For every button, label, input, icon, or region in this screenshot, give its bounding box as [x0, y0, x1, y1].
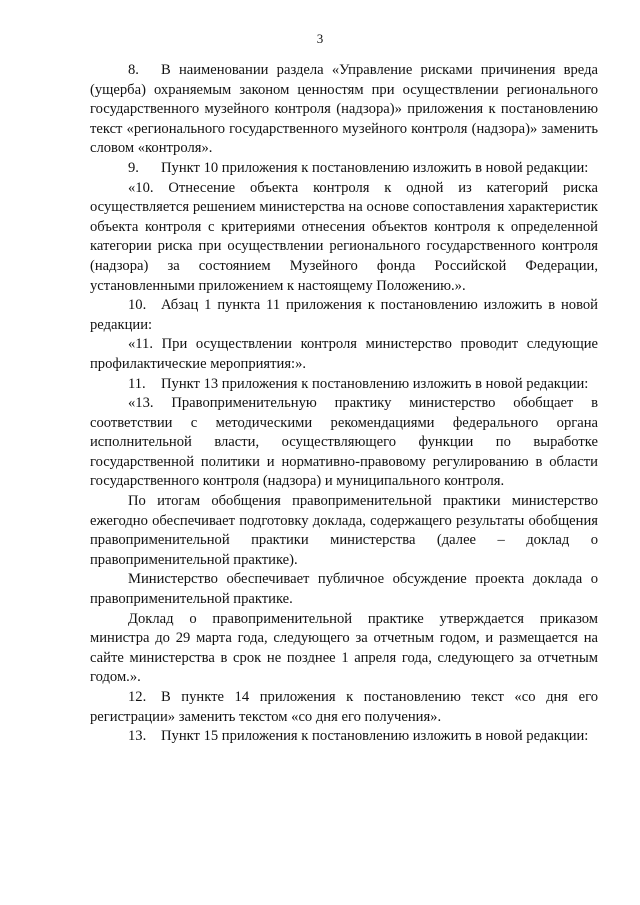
item-number: 9. [128, 159, 139, 176]
paragraph-item-13 [90, 727, 598, 747]
paragraph-text: В наименовании раздела «Управление рисками причинения вреда (ущерба) охраняемым законом ценностям при осуществлении регионального государственного музейного контроля (надзора)» приложения к постановлению текст «регионального государственного музейного контроля (надзора)» заменить словом «контроля». [90, 62, 598, 157]
item-number: 12. [128, 689, 147, 705]
paragraph-item-11 [90, 375, 598, 395]
paragraph-item-8 [90, 61, 598, 159]
paragraph-text: «11. При осуществлении контроля министерство проводит следующие профилактические мероприятия:». [90, 336, 598, 372]
paragraph-report-approval [90, 610, 598, 688]
quoted-paragraph-11 [90, 335, 598, 374]
item-number: 13. [128, 728, 147, 745]
paragraph-text: В пункте 14 приложения к постановлению текст «со дня его регистрации» заменить текстом «со дня его получения». [90, 689, 598, 725]
page-number: 3 [316, 31, 324, 46]
paragraph-text: «13. Правоприменительную практику министерство обобщает в соответствии с методическими рекомендациями федерального органа исполнительной власти, осуществляющего функции по выработке государственной политики и нормативно-правовому регулированию в области государственного контроля (надзора) и муниципального контроля. [90, 395, 598, 490]
paragraph-text: Пункт 10 приложения к постановлению изложить в новой редакции: [161, 159, 589, 176]
paragraph-text: По итогам обобщения правоприменительной практики министерство ежегодно обеспечивает подготовку доклада, содержащего результаты обобщения правоприменительной практики министерства (далее – доклад о правоприменительной практике). [90, 493, 598, 568]
paragraph-text: Абзац 1 пункта 11 приложения к постановлению изложить в новой редакции: [90, 297, 598, 333]
item-number: 8. [128, 62, 139, 78]
item-number: 11. [128, 375, 146, 392]
paragraph-text: Пункт 15 приложения к постановлению изложить в новой редакции: [161, 728, 589, 745]
document-body [90, 61, 598, 747]
paragraph-text: Доклад о правоприменительной практике утверждается приказом министра до 29 марта года, следующего за отчетным годом, и размещается на сайте министерства в срок не позднее 1 апреля года, следующего за отчетным годом.». [90, 610, 598, 686]
paragraph-text: Пункт 13 приложения к постановлению изложить в новой редакции: [161, 375, 589, 392]
paragraph-item-12 [90, 688, 598, 727]
paragraph-text: Министерство обеспечивает публичное обсуждение проекта доклада о правоприменительной практике. [90, 571, 598, 608]
item-number: 10. [128, 297, 147, 314]
paragraph-public-discussion [90, 570, 598, 609]
paragraph-item-9 [90, 159, 598, 179]
paragraph-text: «10. Отнесение объекта контроля к одной из категорий риска осуществляется решением министерства на основе сопоставления характеристик объекта контроля с критериями отнесения объектов контроля к определенной категории риска при осуществлении регионального государственного контроля (надзора) за состоянием Музейного фонда Российской Федерации, установленными приложением к настоящему Положению.». [90, 179, 598, 294]
paragraph-item-10 [90, 296, 598, 335]
quoted-paragraph-10 [90, 179, 598, 297]
quoted-paragraph-13 [90, 394, 598, 492]
paragraph-report-summary [90, 492, 598, 570]
